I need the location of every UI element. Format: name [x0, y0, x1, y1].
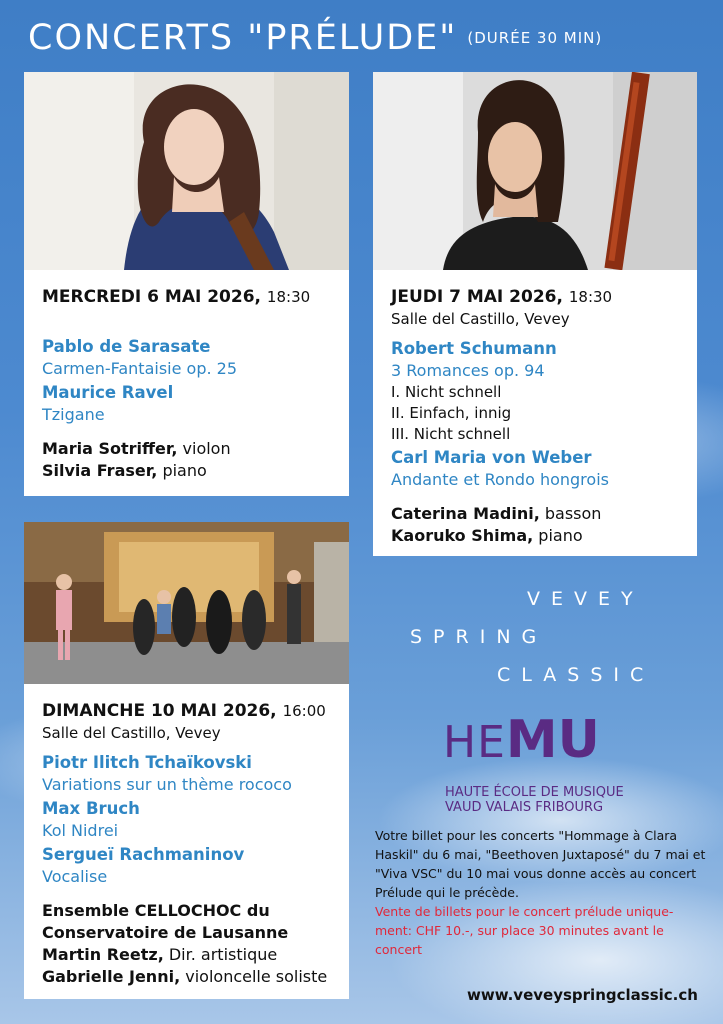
performer-cello-soloist-role: violoncelle soliste: [185, 967, 328, 986]
concert-2-date: [391, 286, 691, 308]
composer-schumann: Robert Schumann: [391, 339, 557, 358]
title-text: CONCERTS "PRÉLUDE": [28, 18, 458, 58]
concert-1-date: [42, 286, 342, 308]
work-tzigane: Tzigane: [42, 405, 105, 424]
movement-2: II. Einfach, innig: [391, 404, 512, 422]
performer-piano: [42, 460, 342, 482]
composer-ravel: Maurice Ravel: [42, 383, 174, 402]
hemu-logo-mu: MU: [505, 710, 600, 770]
hemu-logo-he: HE: [443, 717, 506, 768]
performer-director: [42, 944, 347, 966]
ensemble-line-1: [42, 900, 347, 922]
hemu-logo: [443, 710, 600, 770]
performer-violin-name: Maria Sotriffer,: [42, 439, 178, 458]
festival-logo-vevey: VEVEY: [527, 588, 644, 610]
composer-bruch: Max Bruch: [42, 799, 140, 818]
composer-tchaikovski: Piotr Ilitch Tchaïkovski: [42, 753, 252, 772]
festival-logo-spring: SPRING: [410, 626, 548, 648]
concert-3-details: [42, 700, 347, 988]
composer-weber: Carl Maria von Weber: [391, 448, 592, 467]
concert-card-2: [373, 72, 697, 556]
movement-1: I. Nicht schnell: [391, 383, 502, 401]
concert-1-date-text: MERCREDI 6 MAI 2026,: [42, 287, 261, 307]
composer-rachmaninov: Sergueï Rachmaninov: [42, 845, 245, 864]
concert-card-3: [24, 522, 349, 999]
website-link[interactable]: www.veveyspringclassic.ch: [467, 986, 698, 1004]
work-romances: 3 Romances op. 94: [391, 361, 545, 380]
performer-piano-2-name: Kaoruko Shima,: [391, 526, 534, 545]
work-vocalise: Vocalise: [42, 867, 108, 886]
hemu-subtitle-line-2: VAUD VALAIS FRIBOURG: [445, 800, 604, 815]
performer-director-name: Martin Reetz,: [42, 945, 164, 964]
work-carmen-fantaisie: Carmen-Fantaisie op. 25: [42, 359, 238, 378]
hemu-subtitle-line-1: HAUTE ÉCOLE DE MUSIQUE: [445, 785, 624, 800]
cello-ensemble-photo: [24, 522, 349, 684]
ensemble-line-2-text: Conservatoire de Lausanne: [42, 923, 289, 942]
duration-label: (DURÉE 30 MIN): [467, 29, 603, 47]
work-andante-rondo: Andante et Rondo hongrois: [391, 470, 609, 489]
concert-1-time: 18:30: [266, 288, 311, 306]
concert-card-1: [24, 72, 349, 496]
concert-3-date: [42, 700, 347, 722]
performer-violin-role: violon: [182, 439, 231, 458]
concert-2-time: 18:30: [568, 288, 613, 306]
performer-bassoon-name: Caterina Madini,: [391, 504, 540, 523]
festival-logo-classic: CLASSIC: [497, 664, 655, 686]
movement-3: III. Nicht schnell: [391, 425, 511, 443]
concert-2-date-text: JEUDI 7 MAI 2026,: [391, 287, 563, 307]
performer-piano-role: piano: [162, 461, 207, 480]
composer-sarasate: Pablo de Sarasate: [42, 337, 211, 356]
hemu-subtitle: [445, 785, 624, 815]
ticket-info-text: Votre billet pour les concerts "Hommage à Clara Haskil" du 6 mai, "Beethoven Juxtaposé" du 7 mai et "Viva VSC" du 10 mai vous donne accès au concert Prélude qui le précède.: [375, 828, 706, 900]
concert-2-venue: Salle del Castillo, Vevey: [391, 310, 570, 328]
performer-cello-soloist: [42, 966, 347, 988]
work-rococo: Variations sur un thème rococo: [42, 775, 292, 794]
violinist-photo: [24, 72, 349, 270]
ensemble-line-2: [42, 922, 347, 944]
ensemble-line-1-text: Ensemble CELLOCHOC du: [42, 901, 270, 920]
performer-bassoon: [391, 503, 691, 525]
performer-piano-2-role: piano: [538, 526, 583, 545]
performer-piano-2: [391, 525, 691, 547]
performer-cello-soloist-name: Gabrielle Jenni,: [42, 967, 181, 986]
concert-3-venue: Salle del Castillo, Vevey: [42, 724, 221, 742]
performer-piano-name: Silvia Fraser,: [42, 461, 158, 480]
performer-bassoon-role: basson: [544, 504, 602, 523]
performer-violin: [42, 438, 342, 460]
page-title: [28, 18, 602, 58]
concert-3-time: 16:00: [282, 702, 326, 720]
work-kol-nidrei: Kol Nidrei: [42, 821, 119, 840]
bassoonist-photo: [373, 72, 697, 270]
concert-2-details: [391, 286, 691, 547]
concert-1-details: [42, 286, 342, 482]
ticket-sale-text: Vente de billets pour le concert prélude unique-ment: CHF 10.-, sur place 30 minutes avant le concert: [375, 904, 674, 957]
ticket-info: [375, 826, 710, 959]
performer-director-role: Dir. artistique: [168, 945, 278, 964]
concert-3-date-text: DIMANCHE 10 MAI 2026,: [42, 701, 277, 721]
